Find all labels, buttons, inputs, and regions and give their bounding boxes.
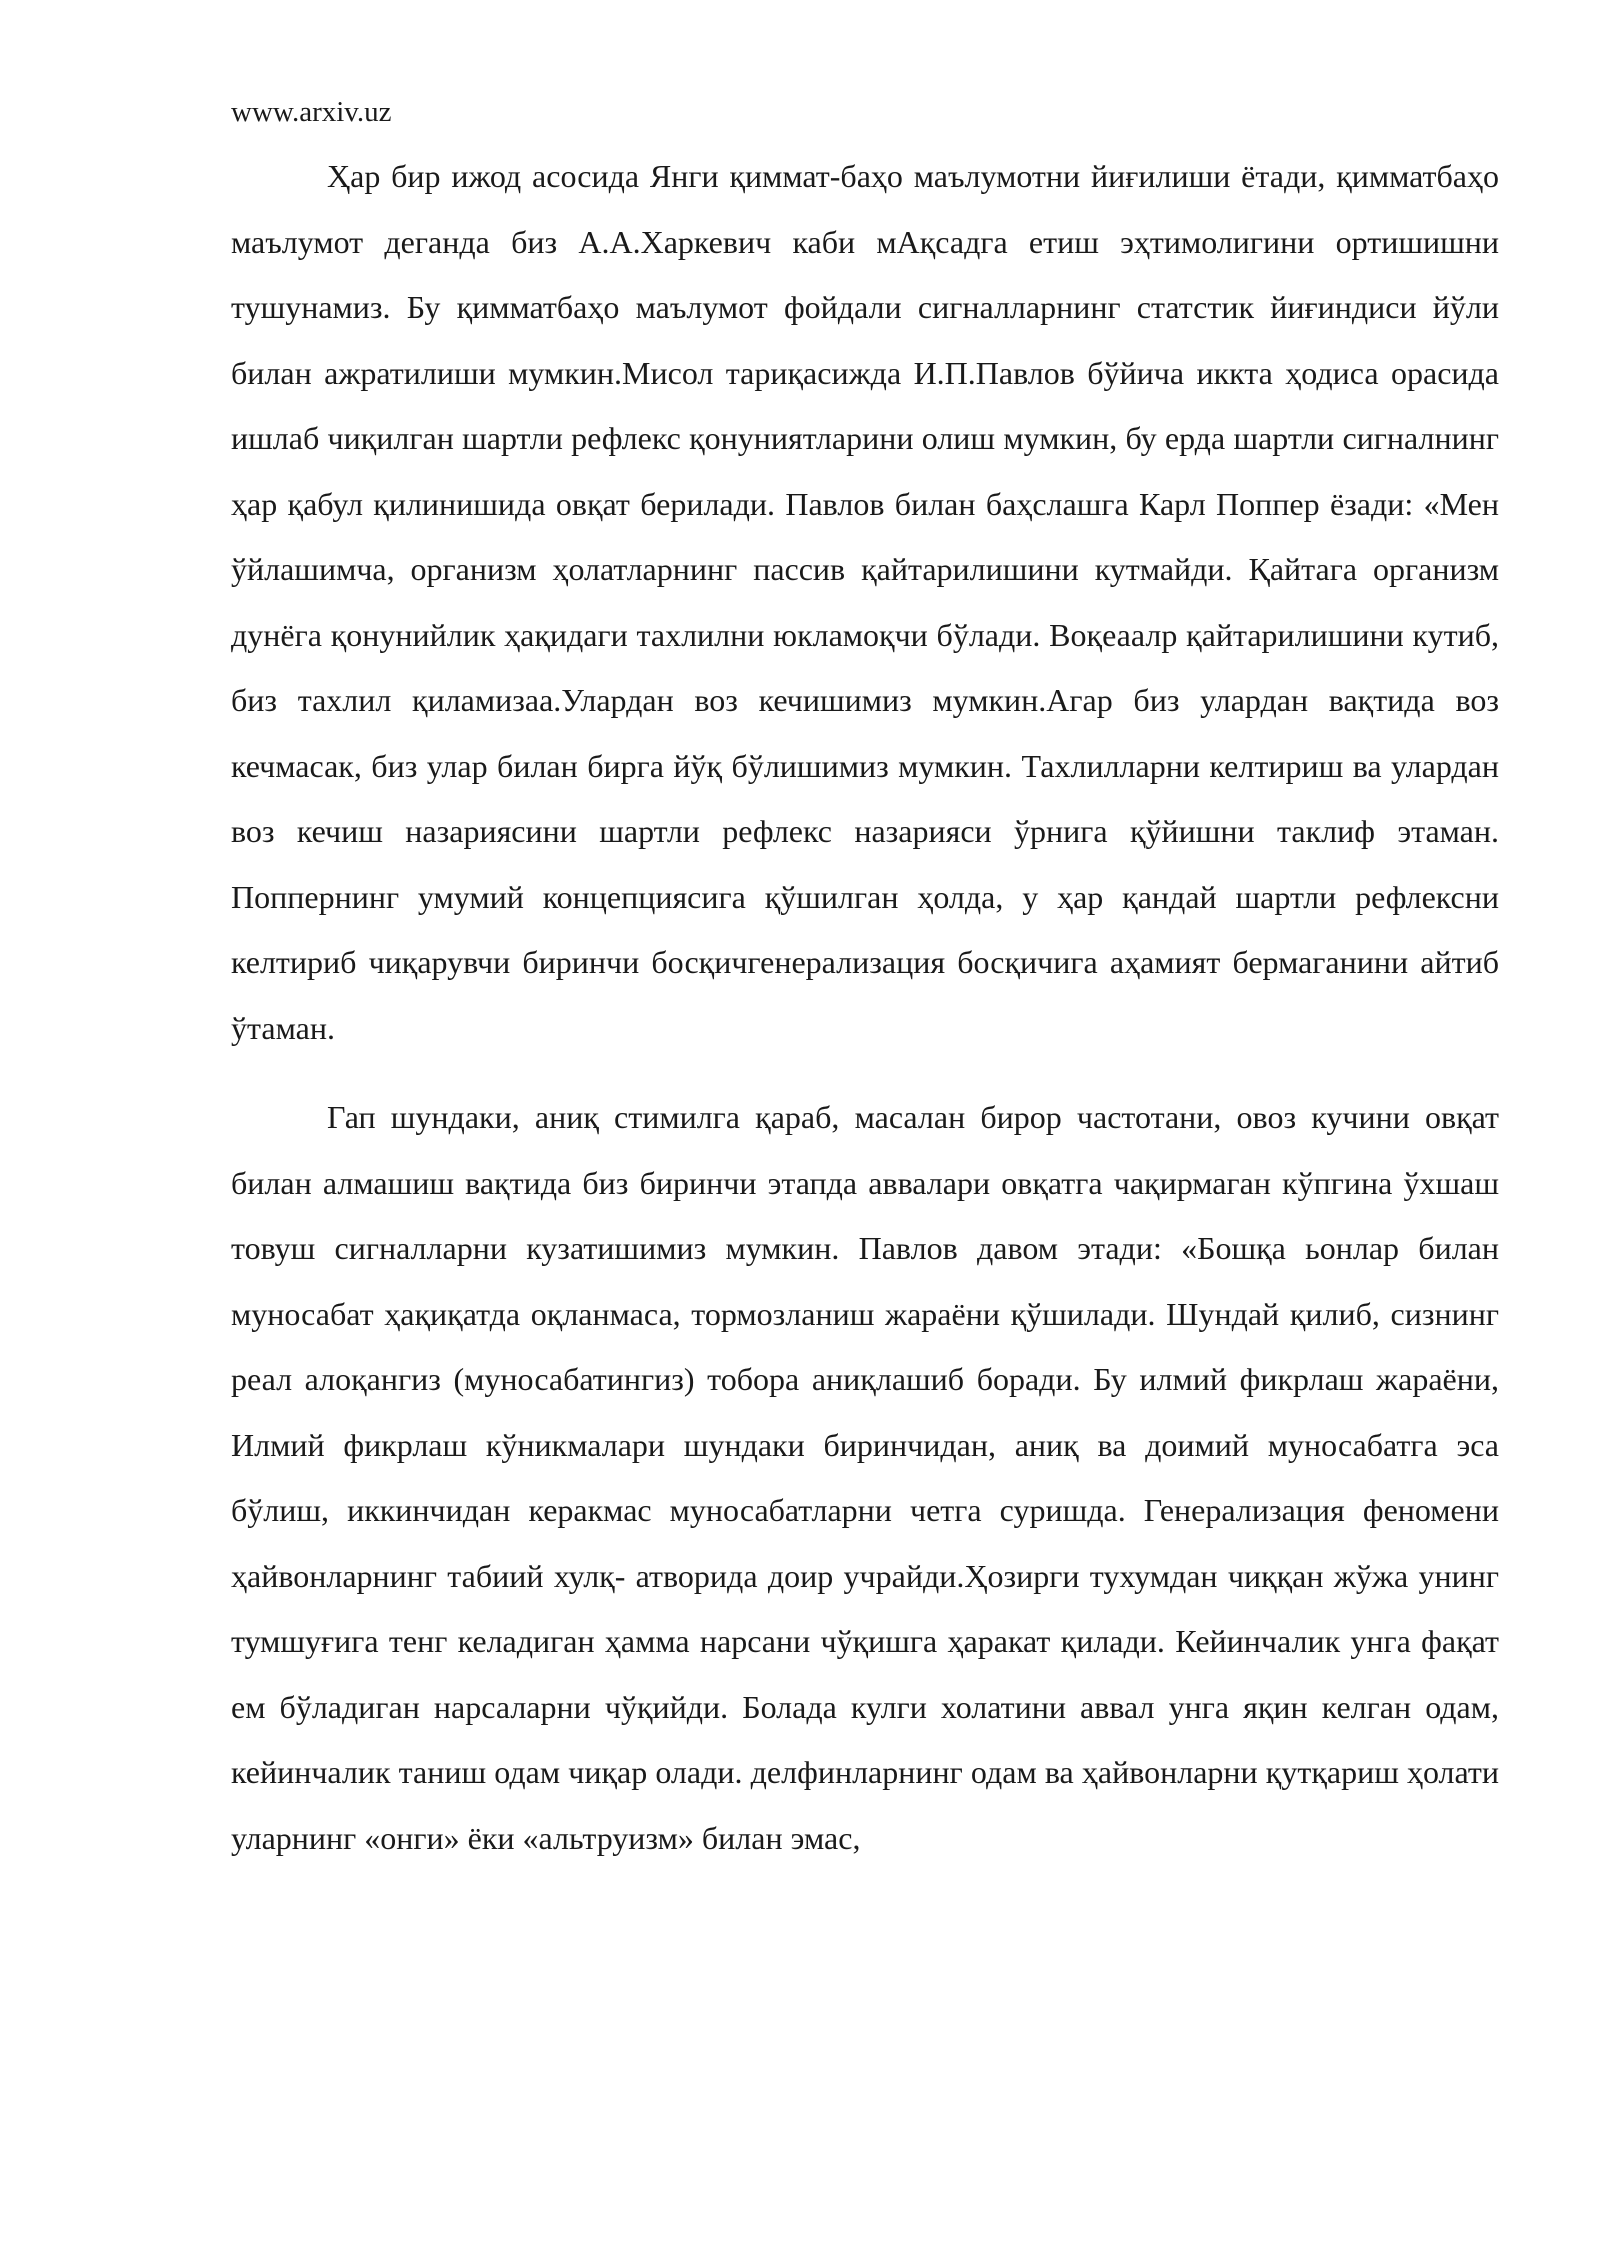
document-body (231, 144, 1499, 1871)
source-url: www.arxiv.uz (231, 96, 392, 128)
paragraph-2: Гап шундаки, аниқ стимилга қараб, масалан бирор частотани, овоз кучини овқат билан алмашиш вақтида биз биринчи этапда аввалари овқатга чақирмаган кўпгина ўхшаш товуш сигналларни кузатишимиз мумкин. Павлов давом этади: «Бошқа ьонлар билан муносабат ҳақиқатда оқланмаса, тормозланиш жараёни қўшилади. Шундай қилиб, сизнинг реал алоқангиз (муносабатингиз) тобора аниқлашиб боради. Бу илмий фикрлаш жараёни, Илмий фикрлаш кўникмалари шундаки биринчидан, аниқ ва доимий муносабатга эса бўлиш, иккинчидан керакмас муносабатларни четга суришда. Генерализация феномени ҳайвонларнинг табиий хулқ- атворида доир учрайди.Ҳозирги тухумдан чиққан жўжа унинг тумшуғига тенг келадиган ҳамма нарсани чўқишга ҳаракат қилади. Кейинчалик унга фақат ем бўладиган нарсаларни чўқийди. Болада кулги холатини аввал унга яқин келган одам, кейинчалик таниш одам чиқар олади. делфинларнинг одам ва ҳайвонларни қутқариш ҳолати уларнинг «онги» ёки «альтруизм» билан эмас, (231, 1099, 1499, 1856)
paragraph-1: Ҳар бир ижод асосида Янги қиммат-баҳо маълумотни йиғилиши ётади, қимматбаҳо маълумот деганда биз А.А.Харкевич каби мАқсадга етиш эҳтимолигини ортишишни тушунамиз. Бу қимматбаҳо маълумот фойдали сигналларнинг статстик йиғиндиси йўли билан ажратилиши мумкин.Мисол тариқасижда И.П.Павлов бўйича иккта ҳодиса орасида ишлаб чиқилган шартли рефлекс қонуниятларини олиш мумкин, бу ерда шартли сигналнинг ҳар қабул қилинишида овқат берилади. Павлов билан баҳслашга Карл Поппер ёзади: «Мен ўйлашимча, организм ҳолатларнинг пассив қайтарилишини кутмайди. Қайтага организм дунёга қонунийлик ҳақидаги тахлилни юкламоқчи бўлади. Воқеаалр қайтарилишини кутиб, биз тахлил қиламизаа.Улардан воз кечишимиз мумкин.Агар биз улардан вақтида воз кечмасак, биз улар билан бирга йўқ бўлишимиз мумкин. Тахлилларни келтириш ва улардан воз кечиш назариясини шартли рефлекс назарияси ўрнига қўйишни таклиф этаман. Поппернинг умумий концепциясига қўшилган ҳолда, у ҳар қандай шартли рефлексни келтириб чиқарувчи биринчи босқичгенерализация босқичига аҳамият бермаганини айтиб ўтаман. (231, 158, 1499, 1046)
